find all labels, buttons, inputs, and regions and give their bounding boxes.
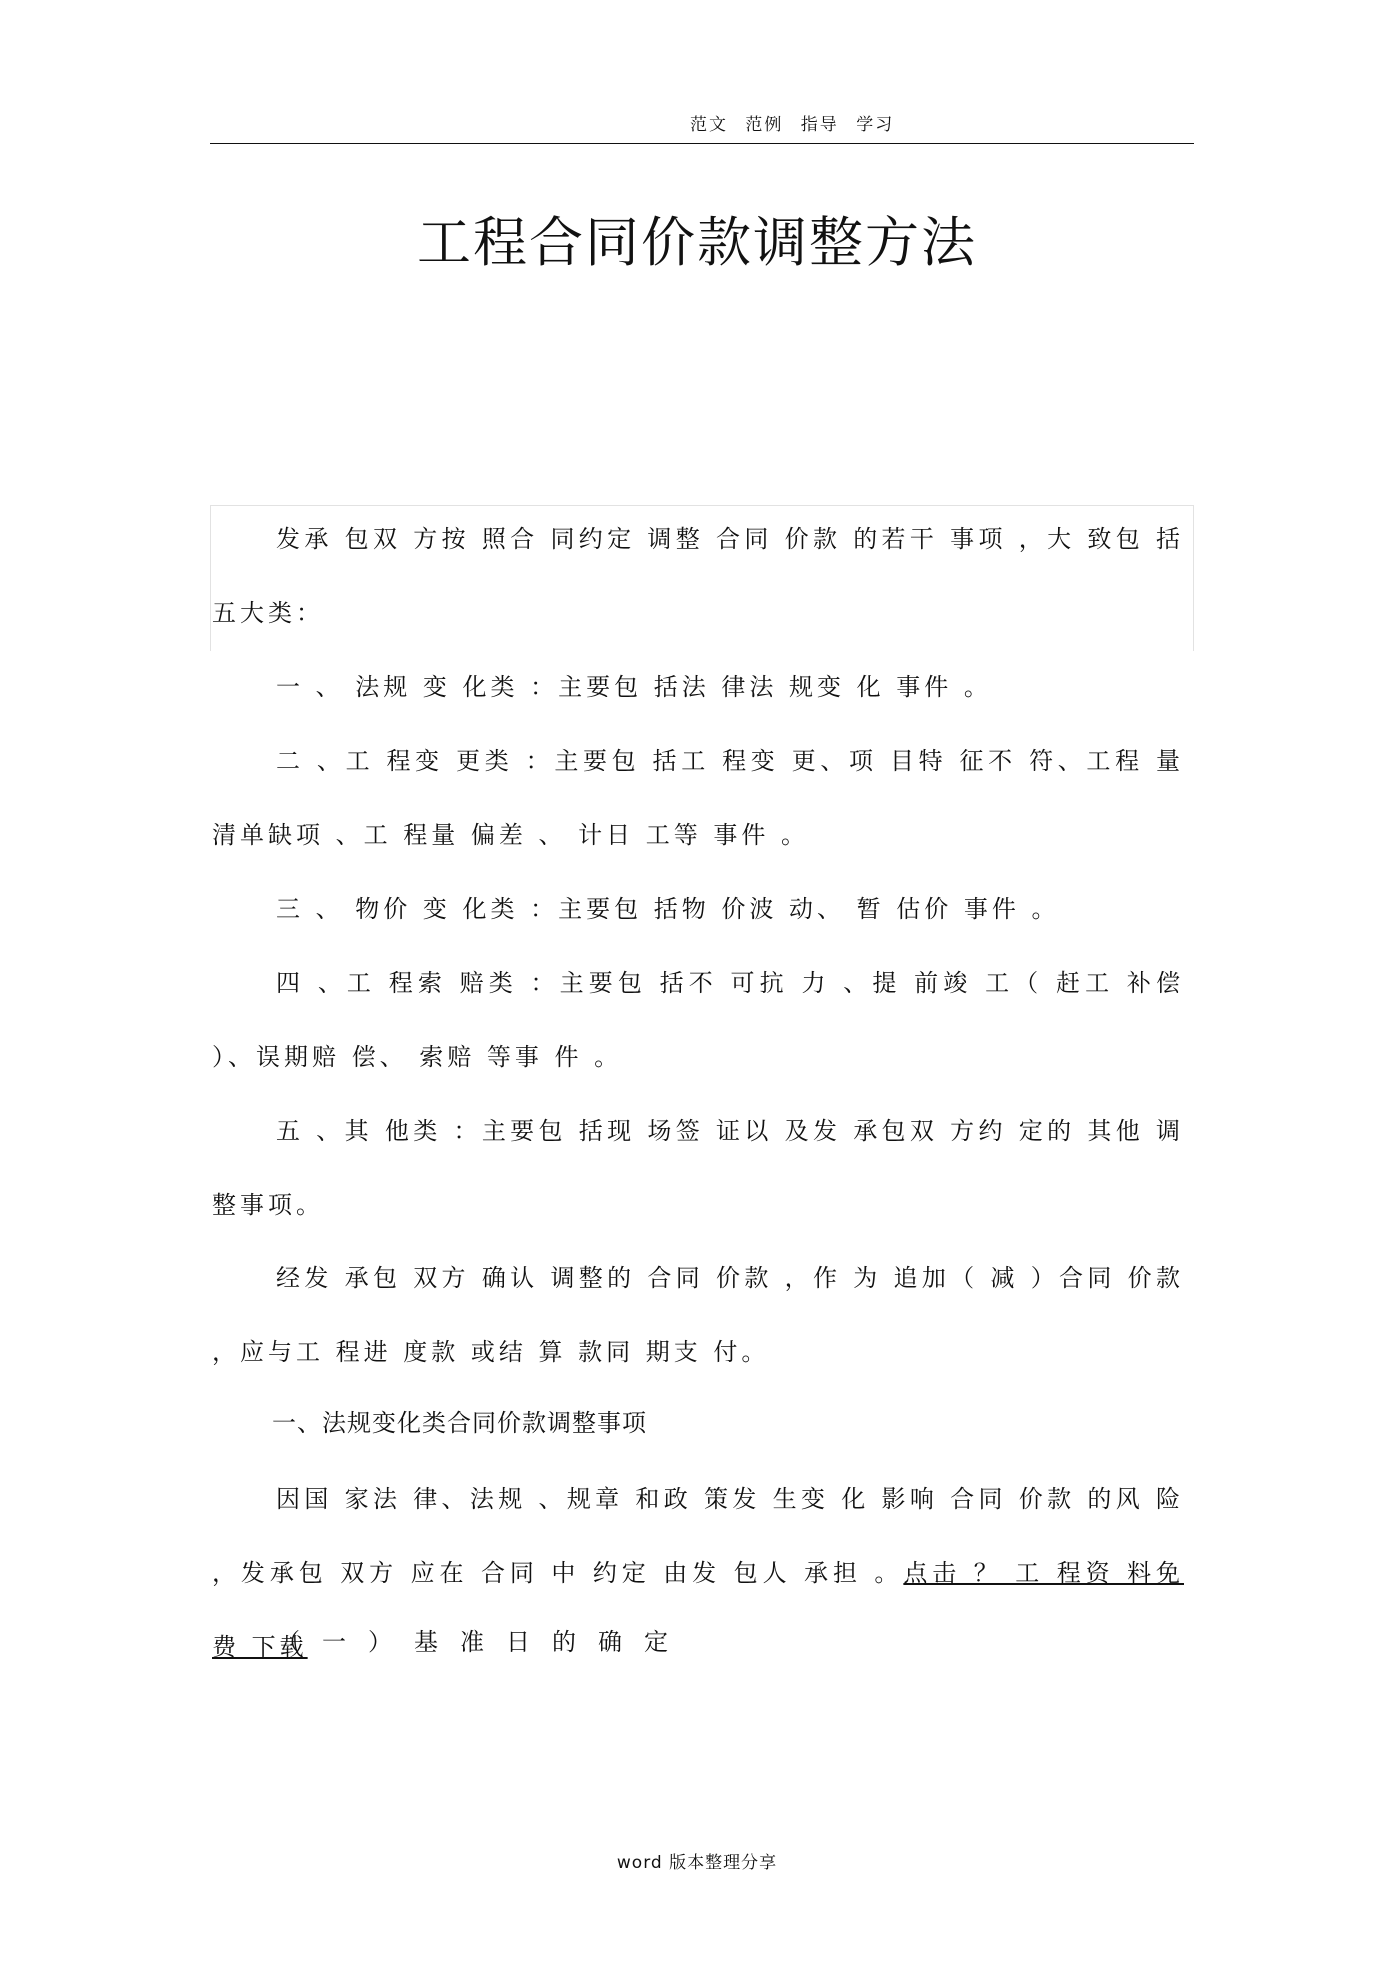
document-title: 工程合同价款调整方法 bbox=[417, 211, 977, 274]
paragraph-intro: 发承 包双 方按 照合 同约定 调整 合同 价款 的若干 事项 ，大 致包 括 五大类： bbox=[212, 525, 1184, 627]
paragraph-category-5: 五 、其 他类 ：主要包 括现 场签 证以 及发 承包双 方约 定的 其他 调整事项。 bbox=[212, 1117, 1184, 1219]
paragraph-category-4: 四 、工 程索 赔类 ：主要包 括不 可抗 力 、提 前竣 工（ 赶工 补偿 ）、误期赔 偿、 索赔 等事 件 。 bbox=[212, 969, 1184, 1071]
paragraph-confirmation: 经发 承包 双方 确认 调整的 合同 价款 ，作 为 追加（ 减 ）合同 价款 ，应与工 程进 度款 或结 算 款同 期支 付。 bbox=[212, 1264, 1184, 1366]
page-header: 范文 范例 指导 学习 bbox=[690, 115, 895, 135]
paragraph-category-3: 三 、 物价 变 化类 ：主要包 括物 价波 动、 暂 估价 事件 。 bbox=[276, 895, 1060, 923]
header-divider bbox=[210, 143, 1194, 144]
section-heading: 一、法规变化类合同价款调整事项 bbox=[272, 1409, 647, 1437]
paragraph-category-1: 一 、 法规 变 化类 ：主要包 括法 律法 规变 化 事件 。 bbox=[276, 673, 992, 701]
page-footer: word 版本整理分享 bbox=[616, 1853, 778, 1873]
download-link[interactable]: 点击 ？ 工 程资 料免 费 下载 bbox=[212, 1559, 1184, 1661]
paragraph-category-2: 二 、工 程变 更类 ：主要包 括工 程变 更、项 目特 征不 符、工程 量清单缺项 、工 程量 偏差 、 计日 工等 事件 。 bbox=[212, 747, 1184, 849]
section-body-text: 因国 家法 律、法规 、规章 和政 策发 生变 化 影响 合同 价款 的风 险 ，发承包 双方 应在 合同 中 约定 由发 包人 承担 。 bbox=[212, 1485, 1184, 1587]
sub-section-heading: （一）基准日的确定 bbox=[276, 1628, 690, 1656]
